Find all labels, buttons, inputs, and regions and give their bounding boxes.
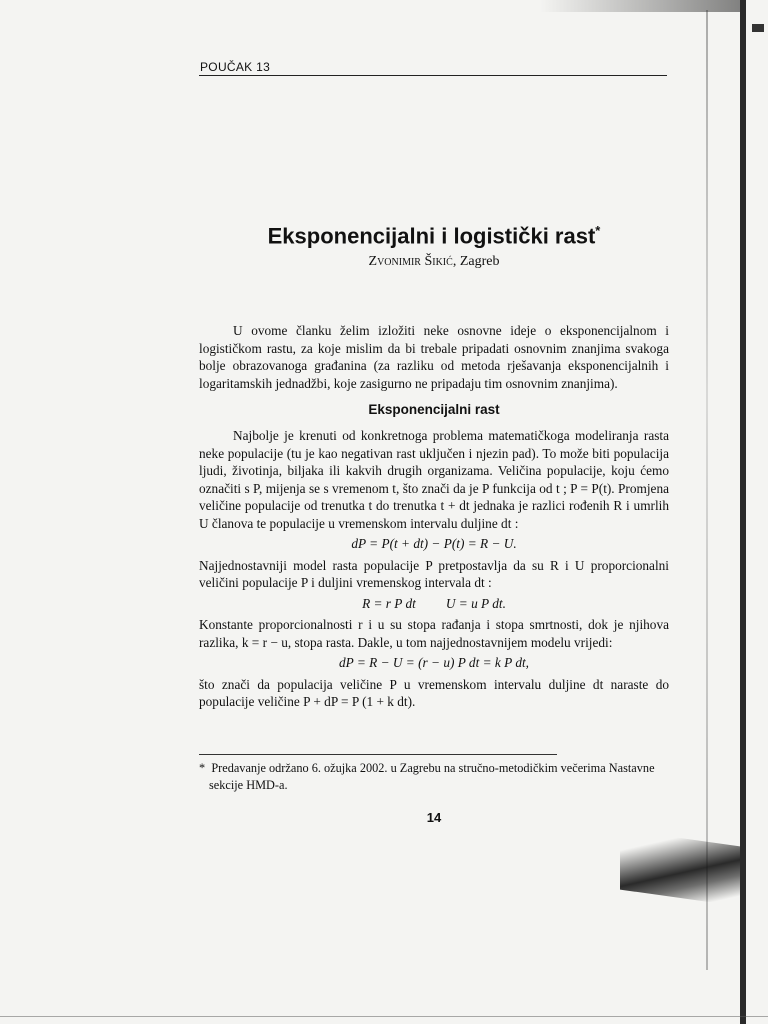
page-number: 14 xyxy=(426,810,442,825)
equation-2 xyxy=(199,595,669,613)
scan-corner-mark xyxy=(752,24,764,32)
scan-shadow-top xyxy=(540,0,740,12)
footnote-rule xyxy=(199,754,557,755)
running-head: POUČAK 13 xyxy=(200,60,271,74)
paragraph-4: što znači da populacija veličine P u vremenskom intervalu duljine dt naraste do populacije veličine P + dP = P (1 + k dt). xyxy=(199,676,669,709)
paragraph-1: Najbolje je krenuti od konkretnoga problema matematičkoga modeliranja rasta neke populacije (tu je kao negativan rast uključen i njezin pad). To može biti populacija ljudi, životinja, biljaka ili kakvih drugih organizama. Veličina populacije, koju ćemo označiti s P, mijenja se s vremenom t, što znači da je P funkcija od t ; P = P(t). Promjena veličine populacije od trenutka t do trenutka t + dt jednaka je razlici rođenih R i umrlih U članova te populacije u vremenskom intervalu duljine dt : xyxy=(199,428,669,531)
section-heading: Eksponencijalni rast xyxy=(368,402,500,417)
article-title xyxy=(199,217,669,250)
intro-text: U ovome članku želim izložiti neke osnovne ideje o eksponencijalnom i logističkom rastu, za koje mislim da bi trebale pripadati osnovnim znanjima svakoga bolje obrazovanoga građanina (za razliku od metoda rješavanja eksponencijalnih i logaritamskih jednadžbi, koje zasigurno ne pripadaju tim osnovnim znanjima). xyxy=(199,323,669,391)
scan-binding-edge xyxy=(740,0,746,1024)
intro-paragraph xyxy=(199,322,669,392)
author-name: Zvonimir Šikić xyxy=(368,254,453,269)
scan-shadow-smudge xyxy=(620,830,740,907)
equation-2b: U = u P dt. xyxy=(445,595,506,611)
article-title-text: Eksponencijalni i logistički rast xyxy=(267,223,596,249)
section-body xyxy=(199,427,669,711)
footnote-mark: * xyxy=(199,761,206,775)
equation-1: dP = P(t + dt) − P(t) = R − U. xyxy=(351,536,517,551)
author-place: , Zagreb xyxy=(452,254,500,269)
author-line xyxy=(199,254,669,270)
equation-2a: R = r P dt xyxy=(362,595,416,611)
equation-3: dP = R − U = (r − u) P dt = k P dt, xyxy=(338,655,529,670)
scan-shadow-line xyxy=(706,10,708,970)
scan-bottom-edge xyxy=(0,1016,768,1017)
running-head-rule xyxy=(199,75,667,76)
title-footnote-mark: * xyxy=(595,223,601,238)
paragraph-3: Konstante proporcionalnosti r i u su stopa rađanja i stopa smrtnosti, dok je njihova razlika, k = r − u, stopa rasta. Dakle, u tom najjednostavnijem modelu vrijedi: xyxy=(199,617,669,650)
footnote xyxy=(199,760,669,794)
paragraph-2: Najjednostavniji model rasta populacije P pretpostavlja da su R i U proporcionalni veličini populacije P i duljini vremenskog intervala dt : xyxy=(199,557,669,590)
footnote-text: Predavanje održano 6. ožujka 2002. u Zagrebu na stručno-metodičkim večerima Nastavne sekcije HMD-a. xyxy=(209,761,655,792)
